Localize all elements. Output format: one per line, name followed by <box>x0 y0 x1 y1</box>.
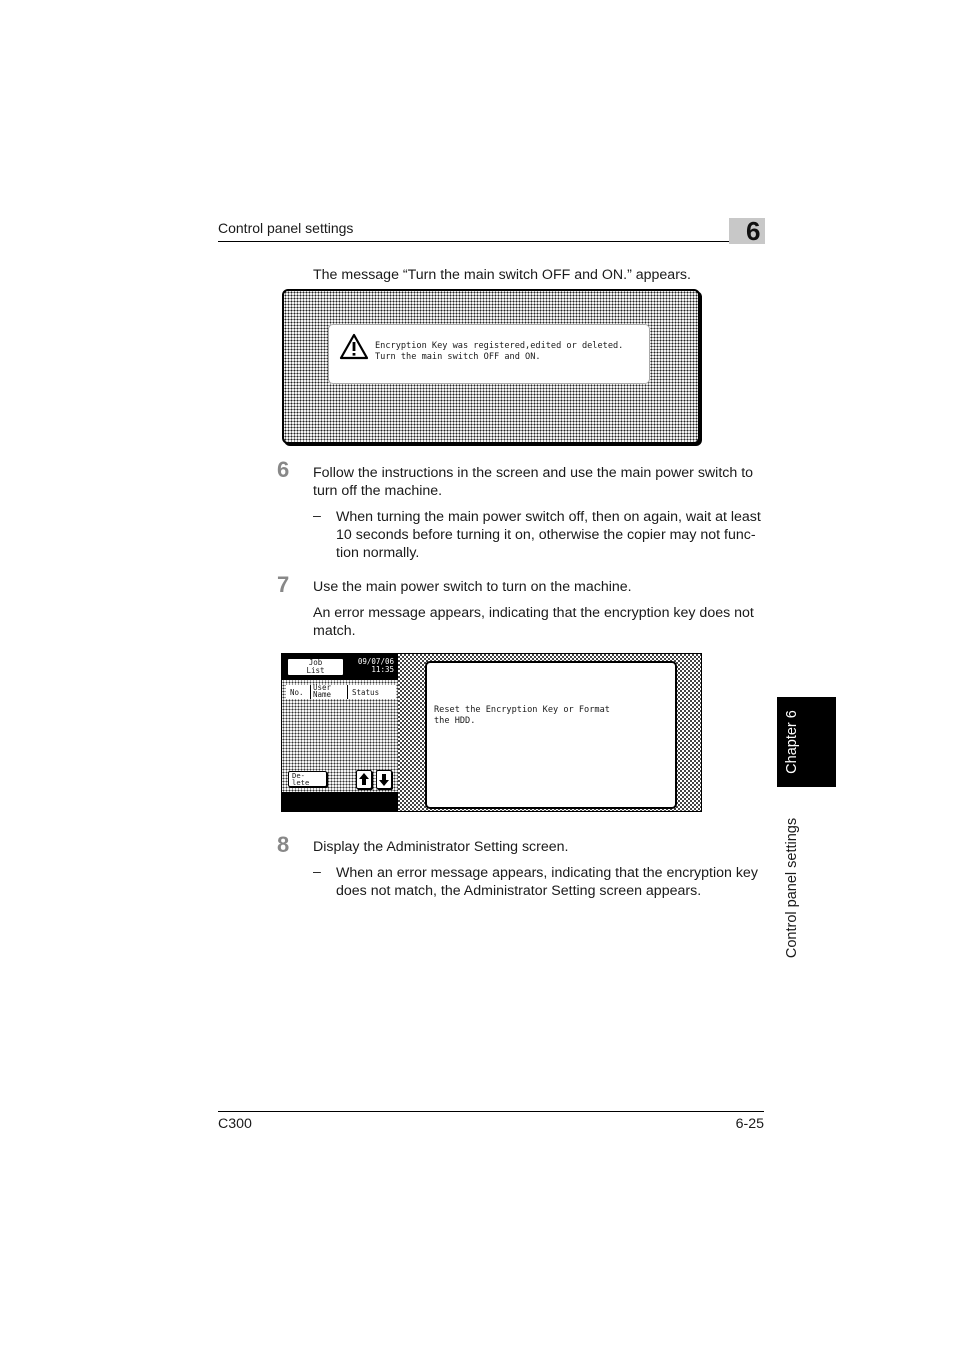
step-8-bullet-line2: does not match, the Administrator Setting screen appears. <box>336 883 702 899</box>
arrow-down-icon <box>377 771 391 788</box>
delete-button[interactable] <box>288 771 327 787</box>
scroll-up-button[interactable] <box>356 770 372 789</box>
error-message-line2: the HDD. <box>434 716 476 726</box>
step-number-6: 6 <box>277 457 290 482</box>
message-box <box>328 324 650 384</box>
column-user-line2: Name <box>313 690 332 699</box>
column-user-line1: User <box>313 683 332 692</box>
step-7-para-line1: An error message appears, indicating that the encryption key does not <box>313 605 754 621</box>
step-8-bullet <box>336 864 776 900</box>
step-6-bullet-dash: – <box>313 508 321 524</box>
error-message-box <box>425 661 677 809</box>
time-display: 11:35 <box>371 665 394 674</box>
step-7-text: Use the main power switch to turn on the machine. <box>313 579 632 595</box>
step-7-para-line2: match. <box>313 623 356 639</box>
job-panel-footer <box>282 792 398 811</box>
footer-page-number: 6-25 <box>735 1116 764 1132</box>
job-table-header <box>286 685 396 699</box>
scroll-down-button[interactable] <box>376 770 392 789</box>
step-8-bullet-line1: When an error message appears, indicating that the encryption key <box>336 865 758 881</box>
datetime-display <box>348 658 394 674</box>
column-status: Status <box>352 688 380 697</box>
screen1-message-line1: Encryption Key was registered,edited or deleted. <box>375 341 624 351</box>
step-6-line1: Follow the instructions in the screen and use the main power switch to <box>313 465 754 481</box>
step-6-bullet <box>336 508 776 562</box>
header-rule <box>218 241 764 242</box>
date-display: 09/07/06 <box>357 657 394 666</box>
arrow-up-icon <box>357 771 371 788</box>
step-6-text <box>313 464 773 500</box>
job-list-label-line1: Job <box>308 658 323 667</box>
step-8-bullet-dash: – <box>313 864 321 880</box>
side-tab-section: Control panel settings <box>784 817 800 959</box>
screen1-message-line2: Turn the main switch OFF and ON. <box>375 352 541 362</box>
chapter-number: 6 <box>746 216 761 246</box>
job-list-label-line2: List <box>306 665 325 675</box>
step-8-text: Display the Administrator Setting screen. <box>313 839 569 855</box>
warning-icon <box>339 333 369 361</box>
step-6-line2: turn off the machine. <box>313 483 443 499</box>
column-no: No. <box>290 688 304 697</box>
column-user-name <box>313 684 331 698</box>
delete-label-line2: lete <box>292 778 310 787</box>
step-6-bullet-line3: tion normally. <box>336 545 420 561</box>
column-divider <box>310 685 311 699</box>
column-divider <box>347 685 348 699</box>
error-message <box>434 705 610 727</box>
step-number-8: 8 <box>277 832 290 857</box>
error-message-line1: Reset the Encryption Key or Format <box>434 705 610 715</box>
delete-label-line1: De- <box>292 771 305 780</box>
step-7-paragraph <box>313 604 773 640</box>
step-6-bullet-line2: 10 seconds before turning it on, otherwise the copier may not func- <box>336 527 756 543</box>
step-number-7: 7 <box>277 572 290 597</box>
footer-rule <box>218 1111 764 1112</box>
footer-model: C300 <box>218 1116 252 1132</box>
job-list-button[interactable] <box>287 658 344 676</box>
screen1-message <box>375 341 623 363</box>
step-6-bullet-line1: When turning the main power switch off, then on again, wait at least <box>336 509 761 525</box>
header-section-title: Control panel settings <box>218 220 354 236</box>
side-tab-chapter: Chapter 6 <box>784 710 800 774</box>
screen-encryption-mismatch <box>281 653 702 812</box>
intro-message: The message “Turn the main switch OFF and ON.” appears. <box>313 267 691 283</box>
